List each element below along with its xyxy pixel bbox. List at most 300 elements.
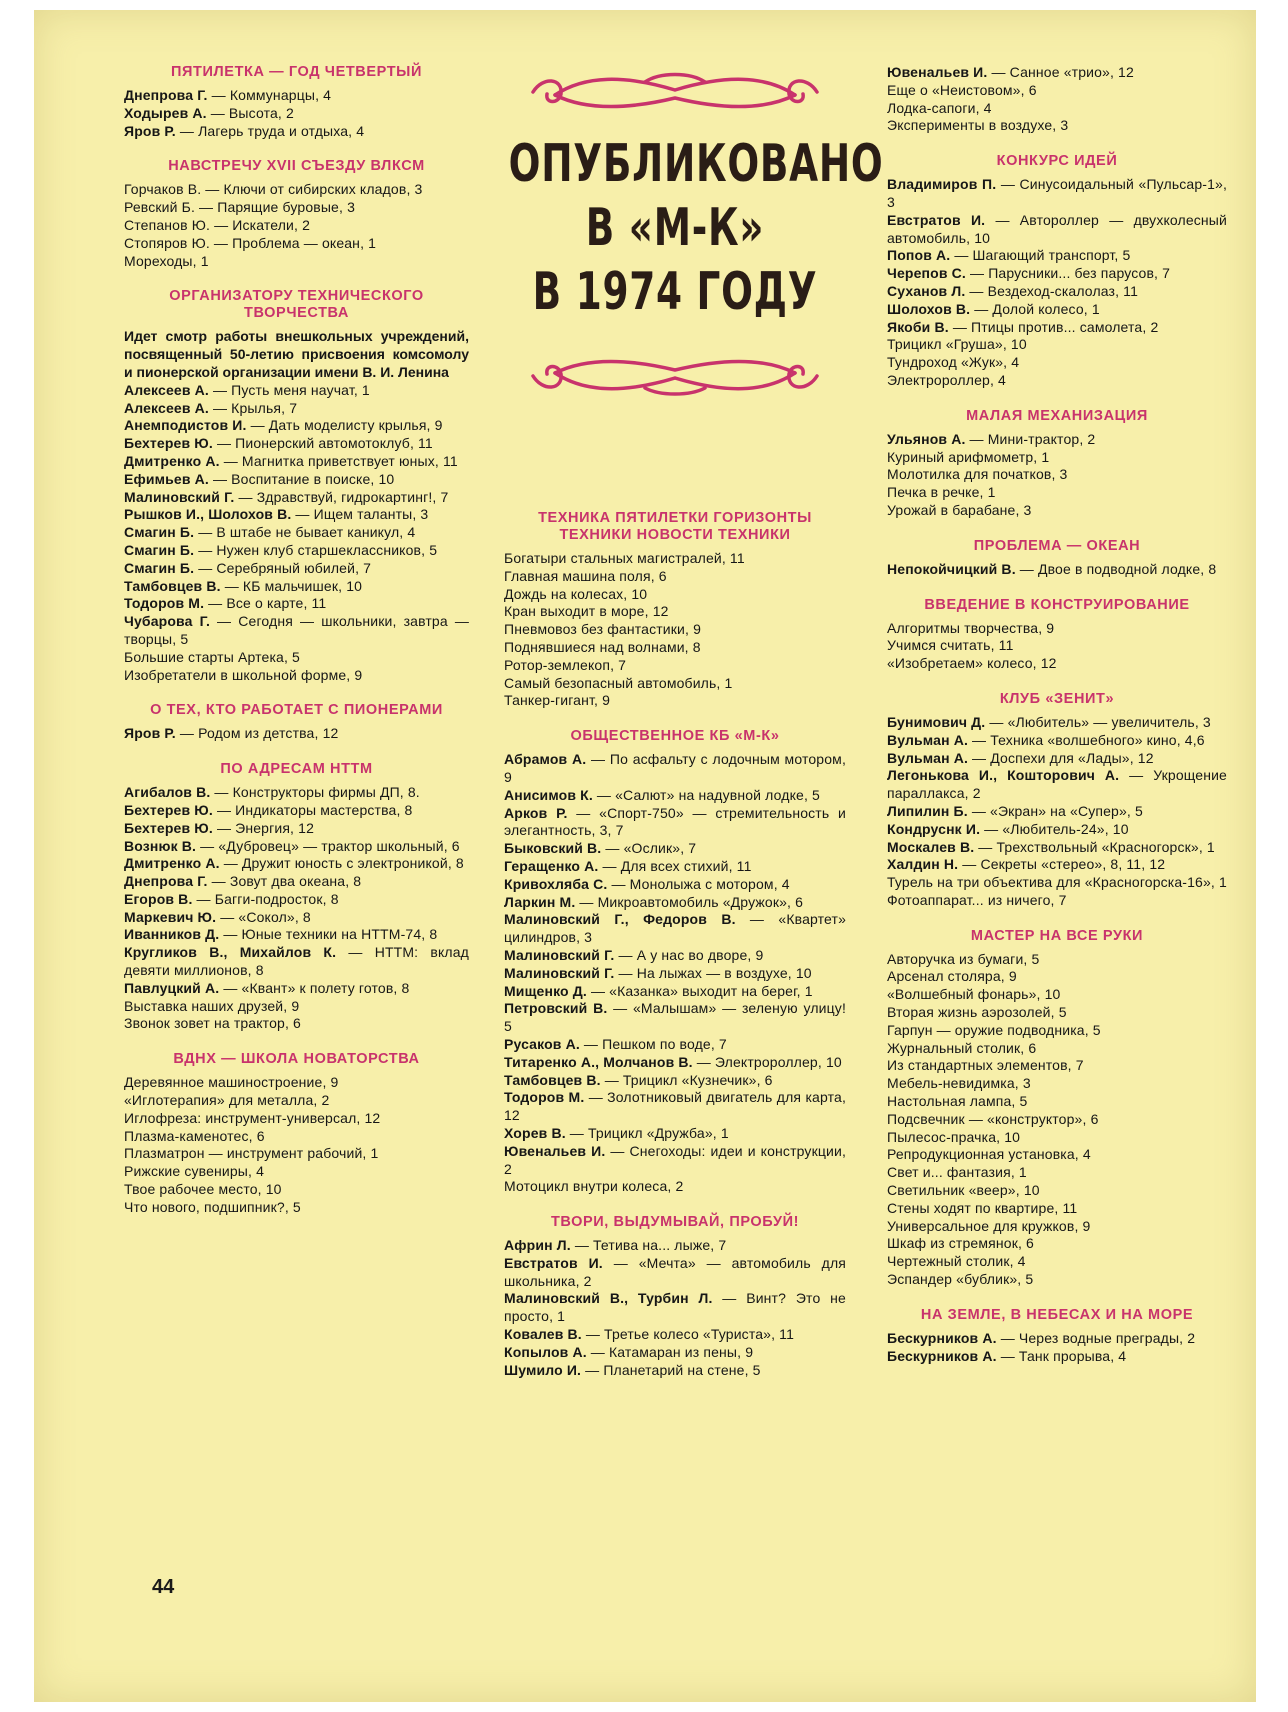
entry-title: — Синусоидальный «Пульсар-1», 3 — [887, 176, 1228, 210]
entry-author: Павлуцкий А. — [124, 979, 220, 996]
list-item — [124, 725, 469, 743]
entry-title: Урожай в барабане, 3 — [887, 501, 1032, 518]
list-item — [887, 1330, 1227, 1348]
entry-author: Африн Л. — [504, 1237, 571, 1254]
entry-author: Вульман А. — [887, 731, 969, 748]
bottom-flourish-ornament — [525, 348, 825, 398]
list-item — [887, 892, 1227, 910]
section-title: ТЕХНИКА ПЯТИЛЕТКИ ГОРИЗОНТЫ ТЕХНИКИ НОВОСТИ ТЕХНИКИ — [538, 510, 812, 543]
top-flourish-ornament — [525, 70, 825, 120]
entry-title: — Индикаторы мастерства, 8 — [212, 801, 413, 818]
list-item — [504, 1125, 846, 1143]
list-item — [887, 732, 1227, 750]
list-item — [504, 876, 846, 894]
entry-author: Бескурников А. — [887, 1347, 997, 1364]
list-item — [887, 951, 1227, 969]
section — [124, 702, 469, 743]
section-title: КОНКУРС ИДЕЙ — [996, 153, 1118, 170]
entry-title: — КБ мальчишек, 10 — [220, 577, 363, 594]
list-item — [887, 502, 1227, 520]
entry-title: — Санное «трио», 12 — [987, 64, 1134, 80]
list-item — [887, 283, 1227, 301]
entry-author: Днепрова Г. — [124, 87, 208, 103]
entry-title: Выставка наших друзей, 9 — [124, 997, 300, 1014]
list-item — [504, 1237, 846, 1255]
entry-title: — Сегодня — школьники, завтра — творцы, 5 — [124, 613, 469, 647]
entry-author: Яров Р. — [124, 122, 176, 139]
list-item — [504, 1143, 846, 1179]
entry-author: Кругликов В., Михайлов К. — [124, 944, 337, 961]
entry-title: — Энергия, 12 — [212, 819, 315, 836]
entry-title: — Магнитка приветствует юных, 11 — [219, 452, 458, 469]
entry-author: Малиновский Г. — [504, 964, 615, 981]
list-item — [504, 1290, 846, 1326]
entry-title: — Третье колесо «Туриста», 11 — [581, 1326, 795, 1343]
list-item — [504, 805, 846, 841]
entry-author: Ковалев В. — [504, 1326, 582, 1343]
entry-title: Стопяров Ю. — Проблема — океан, 1 — [124, 234, 377, 251]
entry-author: Иванников Д. — [124, 926, 220, 943]
list-item — [504, 1036, 846, 1054]
entry-title: Эксперименты в воздухе, 3 — [887, 117, 1069, 134]
list-item — [124, 253, 469, 271]
entry-title: — Автороллер — двухколесный автомобиль, 10 — [887, 211, 1227, 246]
list-item — [887, 82, 1227, 100]
entry-title: Стены ходят по квартире, 11 — [887, 1199, 1078, 1216]
entry-author: Бескурников А. — [887, 1329, 997, 1346]
list-item — [887, 1057, 1227, 1075]
entry-author: Хорев В. — [504, 1124, 566, 1141]
list-item — [124, 524, 469, 542]
list-item — [124, 87, 469, 105]
list-item — [887, 839, 1227, 857]
list-item — [887, 1022, 1227, 1040]
entry-title: Изобретатели в школьной форме, 9 — [124, 666, 363, 683]
entry-author: Кондруснк И. — [887, 820, 981, 837]
entry-author: Вознюк В. — [124, 837, 197, 854]
entry-title: — Птицы против... самолета, 2 — [948, 318, 1159, 335]
section — [124, 761, 469, 1033]
list-item — [887, 1129, 1227, 1147]
entry-author: Тодоров М. — [504, 1089, 585, 1106]
list-item — [887, 117, 1227, 135]
entry-title: — Зовут два океана, 8 — [207, 873, 362, 890]
entry-title: — Танк прорыва, 4 — [996, 1347, 1127, 1364]
heading-line-1: ОПУБЛИКОВАНО — [508, 134, 884, 194]
list-item — [124, 217, 469, 235]
heading-block — [504, 70, 884, 510]
entry-title: — Ищем таланты, 3 — [291, 506, 429, 523]
list-item — [504, 639, 846, 657]
list-item — [887, 1200, 1227, 1218]
entry-title: — «Любитель-24», 10 — [980, 820, 1129, 837]
list-item — [124, 855, 469, 873]
page-number: 44 — [152, 1576, 175, 1598]
list-item — [124, 944, 469, 980]
entry-title: Плазматрон — инструмент рабочий, 1 — [124, 1145, 379, 1162]
entry-title: Молотилка для початков, 3 — [887, 466, 1068, 483]
entry-title: Ротор-землекоп, 7 — [504, 656, 627, 673]
list-item — [124, 1092, 469, 1110]
entry-title: Куриный арифмометр, 1 — [887, 448, 1050, 465]
entry-title: Репродукционная установка, 4 — [887, 1146, 1091, 1163]
section — [887, 597, 1227, 673]
list-item — [124, 873, 469, 891]
section — [887, 1307, 1227, 1366]
entry-title: Богатыри стальных магистралей, 11 — [504, 550, 745, 566]
entry-author: Шумило И. — [504, 1361, 582, 1378]
list-item — [124, 1181, 469, 1199]
entry-author: Мищенко Д. — [504, 982, 587, 999]
list-item — [504, 603, 846, 621]
list-item — [504, 1089, 846, 1125]
section-title: ПО АДРЕСАМ НТТМ — [220, 761, 373, 778]
entry-author: Анемподистов И. — [124, 417, 247, 434]
section — [504, 728, 846, 1196]
entry-author: Ходырев А. — [124, 104, 207, 121]
section — [887, 153, 1227, 390]
list-item — [504, 568, 846, 586]
entry-title: — Тетива на... лыже, 7 — [570, 1237, 727, 1254]
entry-title: — «Дубровец» — трактор школьный, 6 — [196, 837, 460, 854]
list-item — [504, 858, 846, 876]
list-item — [504, 751, 846, 787]
list-item — [124, 382, 469, 400]
entry-author: Халдин Н. — [887, 856, 959, 873]
entry-title: Пылесос-прачка, 10 — [887, 1128, 1021, 1145]
entry-author: Ульянов А. — [887, 430, 966, 447]
entry-title: — Багги-подросток, 8 — [192, 890, 339, 907]
entry-title: Горчаков В. — Ключи от сибирских кладов, 3 — [124, 181, 423, 198]
section — [504, 510, 846, 710]
entry-title: — Винт? Это не просто, 1 — [504, 1290, 846, 1325]
entry-author: Агибалов В. — [124, 784, 211, 801]
list-item — [124, 400, 469, 418]
entry-title: — Нужен клуб старшеклассников, 5 — [194, 541, 438, 558]
entry-title: — НТТМ: вклад девяти миллионов, 8 — [124, 944, 469, 979]
entry-title: — Воспитание в поиске, 10 — [208, 470, 395, 487]
entry-author: Ефимьев А. — [124, 470, 209, 487]
entry-author: Тамбовцев В. — [124, 577, 221, 594]
list-item — [887, 336, 1227, 354]
entry-title: — Дружит юность с электроникой, 8 — [219, 855, 464, 872]
entry-title: — Планетарий на стене, 5 — [581, 1361, 761, 1378]
list-item — [887, 1146, 1227, 1164]
entry-title: Арсенал столяра, 9 — [887, 968, 1017, 985]
entry-title: — Монолыжа с мотором, 4 — [607, 875, 790, 892]
entry-title: — Укрощение параллакса, 2 — [887, 767, 1227, 802]
list-item — [887, 561, 1227, 579]
section — [124, 1051, 469, 1216]
entry-title: Мореходы, 1 — [124, 252, 209, 269]
entry-title: Алгоритмы творчества, 9 — [887, 619, 1055, 636]
entry-author: Смагин Б. — [124, 559, 195, 576]
list-item — [504, 840, 846, 858]
right-column — [887, 64, 1227, 1383]
entry-title: Учимся считать, 11 — [887, 637, 1014, 654]
list-item — [124, 1145, 469, 1163]
entry-title: Гарпун — оружие подводника, 5 — [887, 1021, 1101, 1038]
entry-title: Универсальное для кружков, 9 — [887, 1217, 1091, 1234]
entry-title: — Крылья, 7 — [208, 399, 298, 416]
entry-author: Русаков А. — [504, 1035, 580, 1052]
list-item — [124, 1199, 469, 1217]
list-item — [887, 986, 1227, 1004]
entry-title: Свет и... фантазия, 1 — [887, 1164, 1027, 1181]
entry-author: Ювенальев И. — [887, 64, 988, 80]
entry-title: — «Спорт-750» — стремительность и элегантность, 3, 7 — [504, 804, 846, 839]
list-item — [887, 449, 1227, 467]
entry-author: Ювенальев И. — [504, 1142, 606, 1159]
list-item — [887, 1271, 1227, 1289]
middle-column — [504, 70, 884, 1397]
list-item — [887, 1111, 1227, 1129]
entry-title: — Электророллер, 10 — [692, 1053, 842, 1070]
entry-author: Анисимов К. — [504, 786, 593, 803]
section-title: ОРГАНИЗАТОРУ ТЕХНИЧЕСКОГО ТВОРЧЕСТВА — [169, 288, 424, 322]
list-item — [504, 983, 846, 1001]
list-item — [124, 1074, 469, 1092]
list-item — [124, 802, 469, 820]
entry-title: — «Казанка» выходит на берег, 1 — [586, 982, 813, 999]
entry-title: Чертежный столик, 4 — [887, 1253, 1026, 1270]
entry-title: — «Экран» на «Супер», 5 — [967, 802, 1143, 819]
entry-title: Твое рабочее место, 10 — [124, 1181, 282, 1198]
entry-title: Печка в речке, 1 — [887, 484, 996, 501]
entry-author: Евстратов И. — [887, 211, 986, 228]
list-item — [887, 655, 1227, 673]
entry-title: Электророллер, 4 — [887, 371, 1006, 388]
section-title: МАЛАЯ МЕХАНИЗАЦИЯ — [966, 407, 1148, 424]
section-intro: Идет смотр работы внешкольных учреждений, посвященный 50-летию присвоения комсомолу и пионерской организации имени В. И. Ленина — [124, 328, 469, 380]
entry-author: Алексеев А. — [124, 381, 209, 398]
list-item — [124, 560, 469, 578]
section-title: ОБЩЕСТВЕННОЕ КБ «М-К» — [570, 728, 780, 745]
list-item — [887, 750, 1227, 768]
list-item — [504, 621, 846, 639]
entry-author: Непокойчицкий В. — [887, 560, 1016, 577]
entry-author: Кривохляба С. — [504, 875, 608, 892]
entry-title: Вторая жизнь аэрозолей, 5 — [887, 1004, 1067, 1021]
entry-title: — Пионерский автомотоклуб, 11 — [212, 435, 433, 452]
entry-title: Деревянное машиностроение, 9 — [124, 1074, 339, 1091]
list-item — [887, 1164, 1227, 1182]
list-item — [504, 1344, 846, 1362]
entry-title: — Техника «волшебного» кино, 4,6 — [968, 731, 1205, 748]
entry-author: Бехтерев Ю. — [124, 819, 213, 836]
entry-title: — Парусники... без парусов, 7 — [965, 265, 1171, 282]
list-item — [124, 784, 469, 802]
entry-title: Шкаф из стремянок, 6 — [887, 1235, 1034, 1252]
entry-title: — Родом из детства, 12 — [175, 725, 339, 742]
list-item — [504, 894, 846, 912]
entry-author: Евстратов И. — [504, 1254, 603, 1271]
list-item — [504, 657, 846, 675]
list-item — [887, 100, 1227, 118]
list-item — [887, 1075, 1227, 1093]
entry-author: Яров Р. — [124, 725, 176, 742]
list-item — [124, 820, 469, 838]
list-item — [124, 613, 469, 649]
list-item — [504, 1072, 846, 1090]
section-title: НАВСТРЕЧУ XVII СЪЕЗДУ ВЛКСМ — [168, 158, 425, 175]
heading-line-2: В «М-К» — [585, 198, 765, 258]
entry-title: — Конструкторы фирмы ДП, 8. — [210, 784, 420, 801]
middle-sections — [504, 510, 846, 1379]
heading-line-3: В 1974 ГОДУ — [532, 262, 818, 322]
list-item — [504, 1362, 846, 1380]
entry-title: — Серебряный юбилей, 7 — [194, 559, 372, 576]
entry-title: — «Мечта» — автомобиль для школьника, 2 — [504, 1254, 846, 1289]
entry-title: Главная машина поля, 6 — [504, 567, 667, 584]
list-item — [887, 1040, 1227, 1058]
list-item — [124, 595, 469, 613]
list-item — [124, 909, 469, 927]
list-item — [124, 926, 469, 944]
list-item — [887, 767, 1227, 803]
entry-author: Вульман А. — [887, 749, 969, 766]
entry-author: Малиновский Г., Федоров В. — [504, 911, 736, 928]
entry-title: Турель на три объектива для «Красногорска-16», 1 — [887, 874, 1227, 891]
entry-title: — Трицикл «Дружба», 1 — [565, 1124, 729, 1141]
entry-title: «Изобретаем» колесо, 12 — [887, 655, 1057, 672]
list-item — [887, 431, 1227, 449]
list-item — [887, 874, 1227, 892]
entry-author: Легонькова И., Кошторович А. — [887, 767, 1120, 784]
entry-title: Самый безопасный автомобиль, 1 — [504, 674, 733, 691]
list-item — [504, 550, 846, 568]
list-item — [887, 821, 1227, 839]
list-item — [887, 1253, 1227, 1271]
list-item — [504, 965, 846, 983]
list-item — [124, 649, 469, 667]
entry-title: — Юные техники на НТТМ-74, 8 — [219, 926, 438, 943]
entry-title: — Катамаран из пены, 9 — [586, 1343, 754, 1360]
entry-title: — «Малышам» — зеленую улицу! 5 — [504, 1000, 846, 1035]
entry-author: Титаренко А., Молчанов В. — [504, 1053, 693, 1070]
entry-title: Мотоцикл внутри колеса, 2 — [504, 1178, 684, 1195]
list-item — [124, 838, 469, 856]
section — [887, 64, 1227, 135]
entry-title: — «Ослик», 7 — [601, 840, 697, 857]
entry-title: — В штабе не бывает каникул, 4 — [194, 524, 416, 541]
entry-title: — «Сокол», 8 — [216, 908, 311, 925]
entry-title: — «Салют» на надувной лодке, 5 — [592, 786, 820, 803]
entry-title: — Трицикл «Кузнечик», 6 — [600, 1071, 773, 1088]
list-item — [124, 667, 469, 685]
section-title: НА ЗЕМЛЕ, В НЕБЕСАХ И НА МОРЕ — [920, 1306, 1194, 1323]
section-title: ВДНХ — ШКОЛА НОВАТОРСТВА — [173, 1051, 420, 1068]
entry-author: Петровский В. — [504, 1000, 608, 1017]
section-title: ПЯТИЛЕТКА — ГОД ЧЕТВЕРТЫЙ — [171, 64, 422, 80]
entry-title: Светильник «веер», 10 — [887, 1182, 1040, 1199]
entry-author: Бунимович Д. — [887, 713, 986, 730]
entry-title: Тундроход «Жук», 4 — [887, 354, 1020, 371]
entry-author: Попов А. — [887, 247, 951, 264]
entry-title: — Пусть меня научат, 1 — [208, 381, 370, 398]
section — [124, 288, 469, 684]
list-item — [124, 1128, 469, 1146]
section-title: КЛУБ «ЗЕНИТ» — [999, 690, 1115, 707]
list-item — [504, 787, 846, 805]
list-item — [124, 891, 469, 909]
entry-title: Лодка-сапоги, 4 — [887, 99, 992, 116]
entry-author: Рышков И., Шолохов В. — [124, 506, 292, 523]
entry-title: — Дать моделисту крылья, 9 — [246, 417, 443, 434]
entry-title: Эспандер «бублик», 5 — [887, 1271, 1034, 1288]
page-heading — [508, 132, 884, 324]
list-item — [504, 675, 846, 693]
list-item — [124, 235, 469, 253]
entry-title: — Секреты «стерео», 8, 11, 12 — [958, 856, 1166, 873]
section-title: О ТЕХ, КТО РАБОТАЕТ С ПИОНЕРАМИ — [150, 702, 443, 719]
list-item — [887, 803, 1227, 821]
entry-title: — Коммунарцы, 4 — [207, 87, 332, 103]
entry-author: Бехтерев Ю. — [124, 801, 213, 818]
entry-title: — Высота, 2 — [206, 104, 294, 121]
entry-author: Бехтерев Ю. — [124, 435, 213, 452]
list-item — [504, 1178, 846, 1196]
entry-author: Липилин Б. — [887, 802, 968, 819]
list-item — [124, 489, 469, 507]
entry-title: — Пешком по воде, 7 — [579, 1035, 727, 1052]
list-item — [124, 980, 469, 998]
entry-title: Рижские сувениры, 4 — [124, 1163, 265, 1180]
list-item — [124, 199, 469, 217]
entry-title: Журнальный столик, 6 — [887, 1039, 1037, 1056]
entry-title: Большие старты Артека, 5 — [124, 648, 300, 665]
entry-title: — Трехствольный «Красногорск», 1 — [974, 838, 1215, 855]
entry-title: — Шагающий транспорт, 5 — [950, 247, 1131, 264]
entry-title: — Микроавтомобиль «Дружок», 6 — [575, 893, 804, 910]
list-item — [887, 1004, 1227, 1022]
section — [887, 691, 1227, 910]
list-item — [887, 1218, 1227, 1236]
list-item — [124, 542, 469, 560]
entry-title: Поднявшиеся над волнами, 8 — [504, 638, 701, 655]
list-item — [504, 692, 846, 710]
entry-author: Алексеев А. — [124, 399, 209, 416]
entry-title: «Волшебный фонарь», 10 — [887, 986, 1061, 1003]
entry-author: Владимиров П. — [887, 176, 997, 193]
entry-author: Дмитренко А. — [124, 855, 220, 872]
entry-author: Маркевич Ю. — [124, 908, 217, 925]
entry-author: Смагин Б. — [124, 524, 195, 541]
list-item — [887, 354, 1227, 372]
entry-title: Подсвечник — «конструктор», 6 — [887, 1110, 1099, 1127]
entry-title: — Доспехи для «Лады», 12 — [968, 749, 1154, 766]
list-item — [887, 968, 1227, 986]
entry-author: Тодоров М. — [124, 595, 205, 612]
entry-title: — Золотниковый двигатель для карта, 12 — [504, 1089, 846, 1124]
entry-title: — «Квартет» цилиндров, 3 — [504, 911, 847, 946]
list-item — [887, 856, 1227, 874]
list-item — [887, 372, 1227, 390]
entry-author: Геращенко А. — [504, 857, 599, 874]
entry-title: Плазма-каменотес, 6 — [124, 1127, 265, 1144]
entry-author: Черепов С. — [887, 265, 966, 282]
list-item — [887, 1348, 1227, 1366]
entry-author: Ларкин М. — [504, 893, 576, 910]
section-title: ВВЕДЕНИЕ В КОНСТРУИРОВАНИЕ — [924, 596, 1190, 613]
list-item — [504, 1255, 846, 1291]
list-item — [124, 1163, 469, 1181]
list-item — [887, 466, 1227, 484]
list-item — [124, 417, 469, 435]
entry-title: — Двое в подводной лодке, 8 — [1015, 560, 1217, 577]
section-title: ПРОБЛЕМА — ОКЕАН — [973, 537, 1141, 554]
section — [504, 1214, 846, 1379]
